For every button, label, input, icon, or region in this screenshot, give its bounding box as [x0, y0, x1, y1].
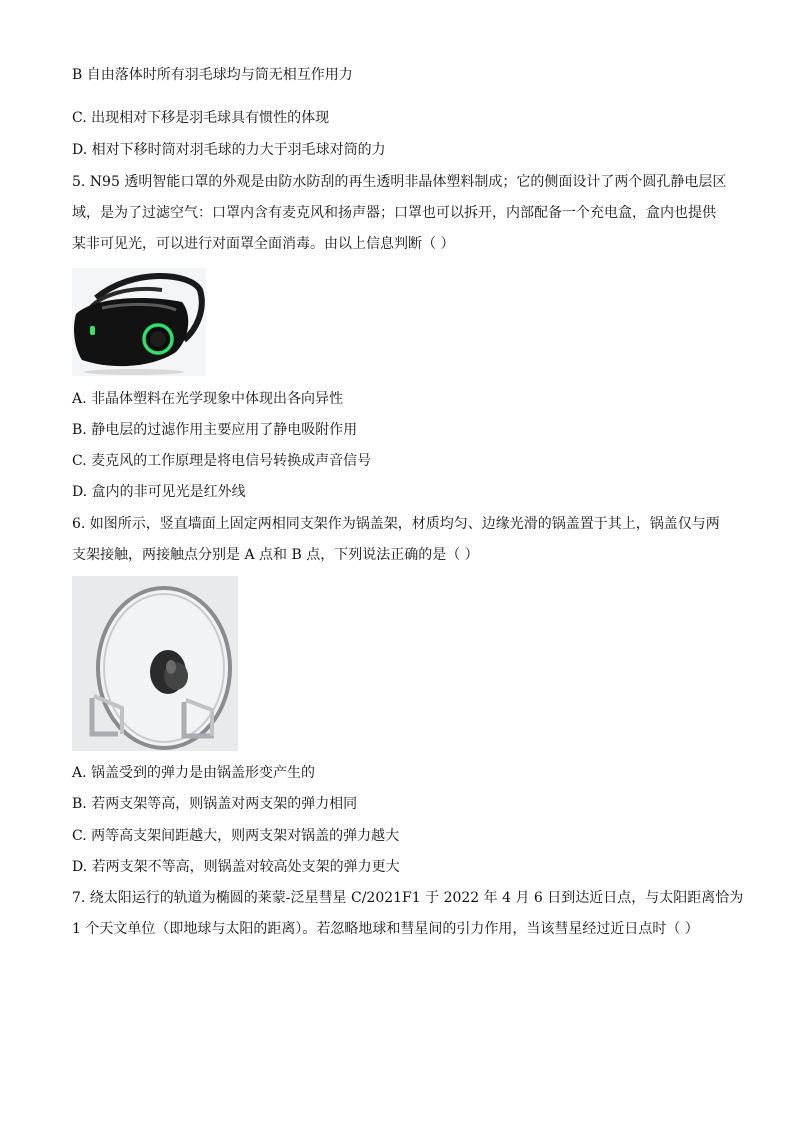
- pot-lid-illustration: [72, 576, 238, 751]
- q5-option-d: D. 盒内的非可见光是红外线: [72, 484, 246, 500]
- q4-option-d: D. 相对下移时筒对羽毛球的力大于羽毛球对筒的力: [72, 142, 386, 158]
- smart-mask-illustration: [72, 268, 206, 376]
- pot-lid-rack-image: [72, 576, 238, 751]
- q7-stem-line-2: 1 个天文单位（即地球与太阳的距离）。若忽略地球和彗星间的引力作用，当该彗星经过近日点时（ ）: [72, 921, 699, 937]
- q6-option-d: D. 若两支架不等高，则锅盖对较高处支架的弹力更大: [72, 859, 400, 875]
- q6-stem-line-1: 6. 如图所示，竖直墙面上固定两相同支架作为锅盖架，材质均匀、边缘光滑的锅盖置于其上，锅盖仅与两: [72, 516, 720, 532]
- q6-stem-line-2: 支架接触，两接触点分别是 A 点和 B 点，下列说法正确的是（ ）: [72, 547, 479, 563]
- q7-stem-line-1: 7. 绕太阳运行的轨道为椭圆的莱蒙-泛星彗星 C/2021F1 于 2022 年 4 月 6 日到达近日点，与太阳距离恰为: [72, 890, 744, 906]
- q5-stem-line-1: 5. N95 透明智能口罩的外观是由防水防刮的再生透明非晶体塑料制成；它的侧面设计了两个圆孔静电层区: [72, 174, 727, 190]
- q5-option-b: B. 静电层的过滤作用主要应用了静电吸附作用: [72, 422, 358, 438]
- q5-option-a: A. 非晶体塑料在光学现象中体现出各向异性: [72, 391, 344, 407]
- q6-option-c: C. 两等高支架间距越大，则两支架对锅盖的弹力越大: [72, 828, 400, 844]
- q5-option-c: C. 麦克风的工作原理是将电信号转换成声音信号: [72, 453, 372, 469]
- smart-mask-image: [72, 268, 206, 376]
- q4-option-b: B 自由落体时所有羽毛球均与筒无相互作用力: [72, 67, 353, 83]
- q4-option-c: C. 出现相对下移是羽毛球具有惯性的体现: [72, 110, 330, 126]
- q6-option-b: B. 若两支架等高，则锅盖对两支架的弹力相同: [72, 796, 358, 812]
- q6-option-a: A. 锅盖受到的弹力是由锅盖形变产生的: [72, 765, 316, 781]
- q5-stem-line-2: 域，是为了过滤空气：口罩内含有麦克风和扬声器；口罩也可以拆开，内部配备一个充电盒，盒内也提供: [72, 205, 716, 221]
- q5-stem-line-3: 某非可见光，可以进行对面罩全面消毒。由以上信息判断（ ）: [72, 236, 455, 252]
